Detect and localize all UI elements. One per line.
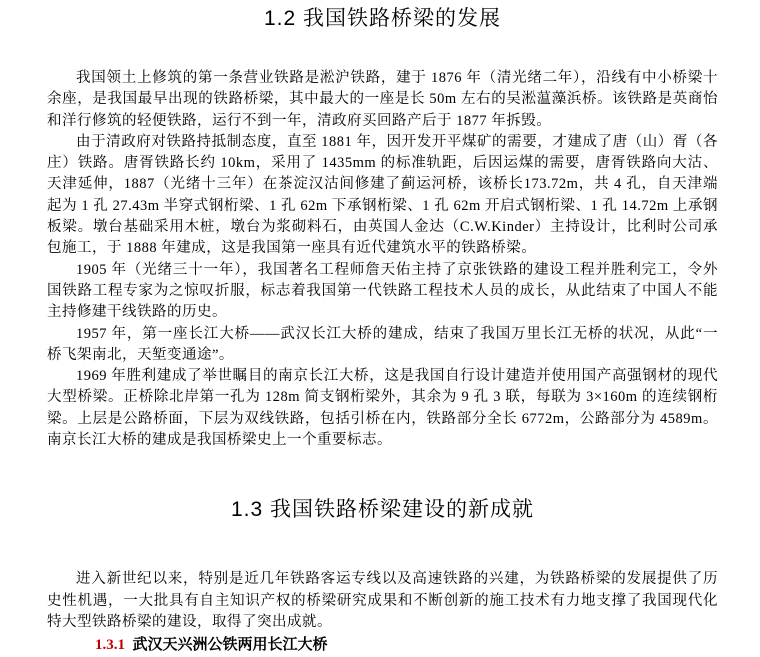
section-heading-1-3: 1.3 我国铁路桥梁建设的新成就 [230, 498, 535, 522]
section-heading-1-2: 1.2 我国铁路桥梁的发展 [263, 7, 502, 30]
subsection-heading-1-3-1 [47, 635, 718, 656]
paragraph-5: 1969 年胜利建成了举世瞩目的南京长江大桥，这是我国自行设计建造并使用国产高强钢材的现代大型桥梁。正桥除北岸第一孔为 128m 简支钢桁梁外，其余为 9 孔 3 联，每联为 3×160m 的连续钢桁梁。上层是公路桥面，下层为双线铁路，包括引桥在内，铁路部分全长 6772m，公路部分为 4589m。南京长江大桥的建成是我国桥梁史上一个重要标志。 [47, 368, 718, 449]
paragraph-1: 我国领土上修筑的第一条营业铁路是淞沪铁路，建于 1876 年（清光绪二年），沿线有中小桥梁十余座，是我国最早出现的铁路桥梁，其中最大的一座是长 50m 左右的吴淞蕰藻浜桥。该铁路是英商怡和洋行修筑的轻便铁路，运行不到一年，清政府买回路产后于 1877 年拆毁。 [47, 70, 718, 129]
subsection-number: 1.3.1 [95, 637, 125, 654]
paragraph-2: 由于清政府对铁路持抵制态度，直至 1881 年，因开发开平煤矿的需要，才建成了唐（山）胥（各庄）铁路。唐胥铁路长约 10km，采用了 1435mm 的标准轨距，后因运煤的需要，唐胥铁路向大沽、天津延伸，1887（光绪十三年）在茶淀汉沽间修建了蓟运河桥，该桥长173.72m，共 4 孔，自天津端起为 1 孔 27.43m 半穿式钢桁梁、1 孔 62m 下承钢桁梁、1 孔 62m 开启式钢桁梁、1 孔 14.72m 上承钢板梁。墩台基础采用木桩，墩台为浆砌料石，由英国人金达（C.W.Kinder）主持设计，比利时公司承包施工，于 1888 年建成，这是我国第一座具有近代建筑水平的铁路桥梁。 [47, 133, 718, 257]
paragraph-4: 1957 年，第一座长江大桥——武汉长江大桥的建成，结束了我国万里长江无桥的状况，从此“一桥飞架南北，天堑变通途”。 [47, 325, 718, 363]
paragraph-6: 进入新世纪以来，特别是近几年铁路客运专线以及高速铁路的兴建，为铁路桥梁的发展提供了历史性机遇，一大批具有自主知识产权的桥梁研究成果和不断创新的施工技术有力地支撑了我国现代化特大型铁路桥梁的建设，取得了突出成就。 [47, 571, 718, 630]
paragraph-3: 1905 年（光绪三十一年），我国著名工程师詹天佑主持了京张铁路的建设工程并胜利完工，令外国铁路工程专家为之惊叹折服，标志着我国第一代铁路工程技术人员的成长，从此结束了中国人不能主持修建干线铁路的历史。 [47, 261, 718, 321]
subsection-title: 武汉天兴洲公铁两用长江大桥 [132, 637, 328, 654]
